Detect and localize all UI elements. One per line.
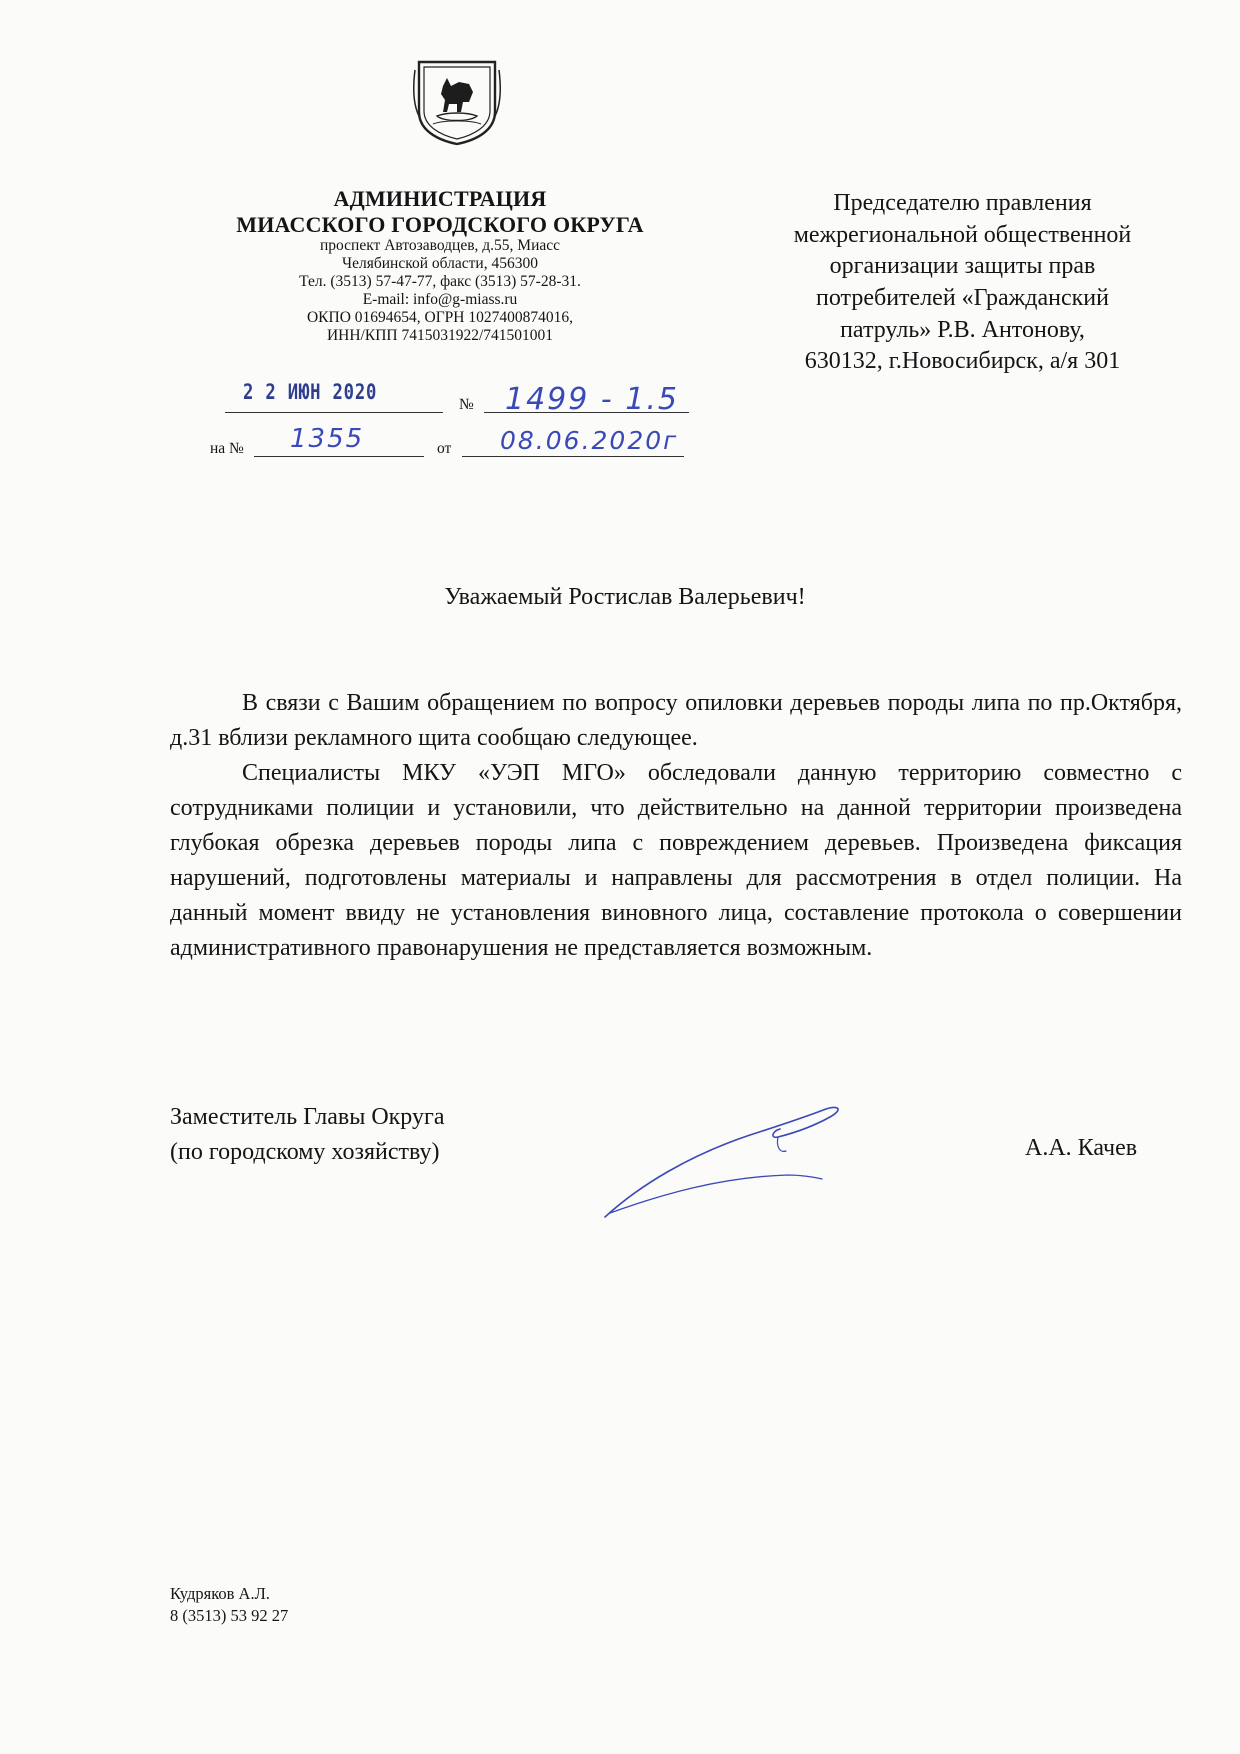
sender-inn-kpp: ИНН/КПП 7415031922/741501001 xyxy=(326,326,554,344)
sender-phones: Тел. (3513) 57-47-77, факс (3513) 57-28-31. xyxy=(299,272,581,290)
reference-number-label: на № xyxy=(210,440,244,457)
body-paragraph-2: Специалисты МКУ «УЭП МГО» обследовали данную территорию совместно с сотрудниками полиции и установили, что действительно на данной территории произведена глубокая обрезка деревьев породы липа с повреждением деревьев. Произведена фиксация нарушений, подготовлены материалы и направлены для рассмотрения в отдел полиции. На данный момент ввиду не установления виновного лица, составление протокола о совершении административного правонарушения не представляется возможным. xyxy=(170,760,1182,961)
reference-date-label: от xyxy=(437,440,452,457)
salutation: Уважаемый Ростислав Валерьевич! xyxy=(444,584,806,610)
addressee-line-6: 630132, г.Новосибирск, а/я 301 xyxy=(804,348,1121,375)
outgoing-number-label: № xyxy=(459,396,474,413)
executor-phone: 8 (3513) 53 92 27 xyxy=(170,1606,289,1625)
addressee-line-2: межрегиональной общественной xyxy=(793,221,1132,248)
addressee-line-3: организации защиты прав xyxy=(829,253,1096,280)
addressee-line-5: патруль» Р.В. Антонову, xyxy=(840,316,1085,343)
sender-okpo-ogrn: ОКПО 01694654, ОГРН 1027400874016, xyxy=(306,308,573,326)
addressee-block xyxy=(740,188,1185,378)
signatory-title-line-1: Заместитель Главы Округа xyxy=(170,1104,445,1130)
handwritten-signature xyxy=(600,1095,850,1230)
body-paragraph-1: В связи с Вашим обращением по вопросу опиловки деревьев породы липа по пр.Октября, д.31 вблизи рекламного щита сообщаю следующее. xyxy=(170,690,1182,751)
coat-of-arms-icon xyxy=(413,56,501,148)
addressee-line-4: потребителей «Гражданский xyxy=(816,285,1109,312)
signatory-title xyxy=(170,1100,445,1170)
outgoing-date-stamp: 2 2 ИЮН 2020 xyxy=(243,380,378,404)
sender-org-line-1: АДМИНИСТРАЦИЯ xyxy=(333,186,547,211)
sender-address-line-1: проспект Автозаводцев, д.55, Миасс xyxy=(319,237,561,255)
letter-body xyxy=(170,686,1182,966)
sender-address-line-2: Челябинской области, 456300 xyxy=(342,255,538,272)
sender-block xyxy=(190,186,690,345)
executor-name: Кудряков А.Л. xyxy=(170,1584,270,1603)
sender-email: E-mail: info@g-miass.ru xyxy=(362,290,518,308)
addressee-line-1: Председателю правления xyxy=(833,190,1092,216)
signatory-name: А.А. Качев xyxy=(1025,1135,1138,1161)
reference-date-handwritten: 08.06.2020г xyxy=(500,426,679,455)
sender-org-line-2: МИАССКОГО ГОРОДСКОГО ОКРУГА xyxy=(236,211,644,237)
executor-block xyxy=(170,1583,288,1627)
reference-number-handwritten: 1355 xyxy=(290,424,365,454)
outgoing-number-handwritten: 1499 - 1.5 xyxy=(505,382,679,417)
signatory-title-line-2: (по городскому хозяйству) xyxy=(170,1139,440,1165)
